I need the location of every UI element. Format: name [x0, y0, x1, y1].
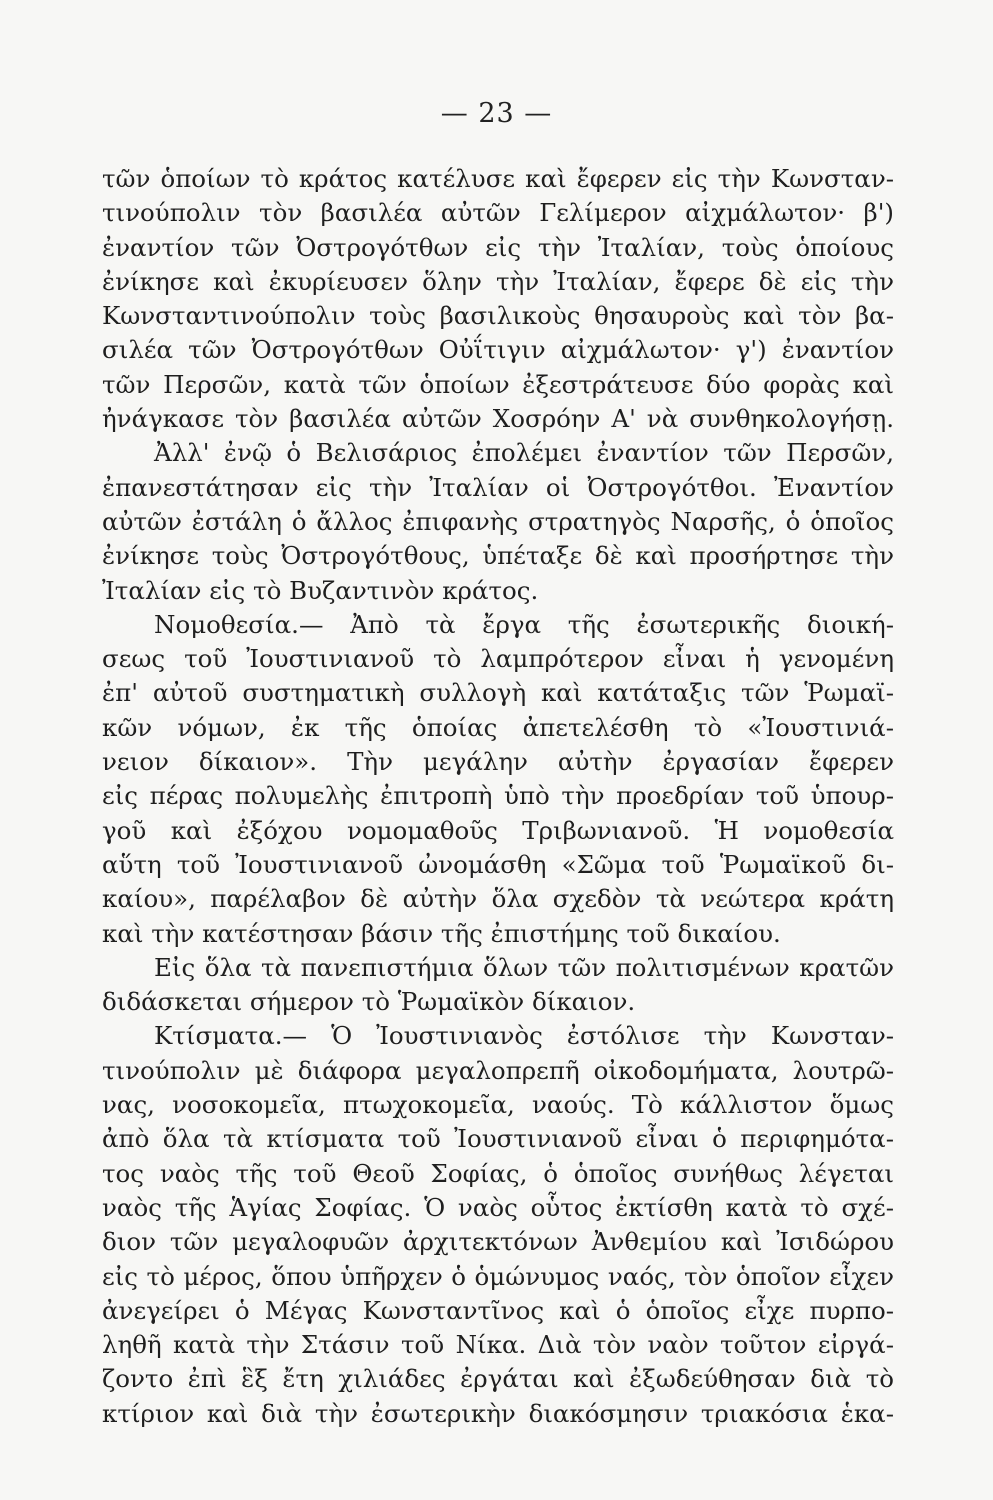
- section-heading-line: Κτίσματα.— Ὁ Ἰουστινιανὸς ἐστόλισε τὴν Κωνσταν-: [154, 1021, 894, 1051]
- text-line: τινούπολιν τὸν βασιλέα αὐτῶν Γελίμερον αἰχμάλωτον· β'): [102, 198, 894, 228]
- page-number: — 23 —: [440, 98, 553, 129]
- text-line: τινούπολιν μὲ διάφορα μεγαλοπρεπῆ οἰκοδομήματα, λουτρῶ-: [102, 1055, 894, 1085]
- text-line: εἰς τὸ μέρος, ὅπου ὑπῆρχεν ὁ ὁμώνυμος ναός, τὸν ὁποῖον εἶχεν: [102, 1261, 894, 1291]
- text-line: διον τῶν μεγαλοφυῶν ἀρχιτεκτόνων Ἀνθεμίου καὶ Ἰσιδώρου: [102, 1227, 894, 1257]
- text-line: ἐπανεστάτησαν εἰς τὴν Ἰταλίαν οἱ Ὀστρογότθοι. Ἐναντίον: [102, 472, 894, 502]
- text-line: τῶν Περσῶν, κατὰ τῶν ὁποίων ἐξεστράτευσε δύο φορὰς καὶ: [102, 369, 894, 399]
- text-line: ζοντο ἐπὶ ἓξ ἔτη χιλιάδες ἐργάται καὶ ἐξωδεύθησαν διὰ τὸ: [102, 1364, 894, 1394]
- text-line: εἰς πέρας πολυμελὴς ἐπιτροπὴ ὑπὸ τὴν προεδρίαν τοῦ ὑπουρ-: [102, 781, 894, 811]
- text-line: ἐνίκησε καὶ ἐκυρίευσεν ὅλην τὴν Ἰταλίαν, ἔφερε δὲ εἰς τὴν: [102, 266, 894, 296]
- text-line: κτίριον καὶ διὰ τὴν ἐσωτερικὴν διακόσμησιν τριακόσια ἑκα-: [102, 1398, 894, 1428]
- text-line: τος ναὸς τῆς τοῦ Θεοῦ Σοφίας, ὁ ὁποῖος συνήθως λέγεται: [102, 1158, 894, 1188]
- text-line: σιλέα τῶν Ὀστρογότθων Οὐΐτιγιν αἰχμάλωτον· γ') ἐναντίον: [102, 335, 894, 365]
- text-line: ἐπ' αὐτοῦ συστηματικὴ συλλογὴ καὶ κατάταξις τῶν Ῥωμαϊ-: [102, 678, 894, 708]
- text-line: τῶν ὁποίων τὸ κράτος κατέλυσε καὶ ἔφερεν εἰς τὴν Κωνσταν-: [102, 164, 894, 193]
- text-line: αὕτη τοῦ Ἰουστινιανοῦ ὠνομάσθη «Σῶμα τοῦ Ῥωμαϊκοῦ δι-: [102, 849, 894, 879]
- text-line: ἀπὸ ὅλα τὰ κτίσματα τοῦ Ἰουστινιανοῦ εἶναι ὁ περιφημότα-: [102, 1124, 894, 1154]
- text-line: σεως τοῦ Ἰουστινιανοῦ τὸ λαμπρότερον εἶναι ἡ γενομένη: [102, 644, 894, 674]
- text-line: Ἀλλ' ἐνῷ ὁ Βελισάριος ἐπολέμει ἐναντίον τῶν Περσῶν,: [154, 438, 894, 468]
- text-line: ἀνεγείρει ὁ Μέγας Κωνσταντῖνος καὶ ὁ ὁποῖος εἶχε πυρπο-: [102, 1295, 894, 1325]
- text-line: ναὸς τῆς Ἁγίας Σοφίας. Ὁ ναὸς οὗτος ἐκτίσθη κατὰ τὸ σχέ-: [102, 1192, 894, 1222]
- text-line: ἐνίκησε τοὺς Ὀστρογότθους, ὑπέταξε δὲ καὶ προσήρτησε τὴν: [102, 541, 894, 571]
- text-line: ληθῆ κατὰ τὴν Στάσιν τοῦ Νίκα. Διὰ τὸν ναὸν τοῦτον εἰργά-: [102, 1330, 894, 1360]
- text-line: διδάσκεται σήμερον τὸ Ῥωμαϊκὸν δίκαιον.: [102, 987, 636, 1017]
- text-line: γοῦ καὶ ἐξόχου νομομαθοῦς Τριβωνιανοῦ. Ἡ νομοθεσία: [102, 815, 894, 845]
- text-line: νας, νοσοκομεῖα, πτωχοκομεῖα, ναούς. Τὸ κάλλιστον ὅμως: [102, 1090, 894, 1120]
- text-line: νειον δίκαιον». Τὴν μεγάλην αὐτὴν ἐργασίαν ἔφερεν: [102, 747, 894, 777]
- text-line: Κωνσταντινούπολιν τοὺς βασιλικοὺς θησαυροὺς καὶ τὸν βα-: [102, 301, 894, 331]
- section-heading-line: Νομοθεσία.— Ἀπὸ τὰ ἔργα τῆς ἐσωτερικῆς διοική-: [154, 609, 894, 639]
- text-line: Ἰταλίαν εἰς τὸ Βυζαντινὸν κράτος.: [102, 575, 539, 605]
- text-line: αὐτῶν ἐστάλη ὁ ἄλλος ἐπιφανὴς στρατηγὸς Ναρσῆς, ὁ ὁποῖος: [102, 506, 894, 536]
- text-line: καὶ τὴν κατέστησαν βάσιν τῆς ἐπιστήμης τοῦ δικαίου.: [102, 918, 781, 948]
- body-text: [102, 162, 894, 1431]
- text-line: ἐναντίον τῶν Ὀστρογότθων εἰς τὴν Ἰταλίαν, τοὺς ὁποίους: [102, 232, 894, 262]
- text-line: κῶν νόμων, ἐκ τῆς ὁποίας ἀπετελέσθη τὸ «Ἰουστινιά-: [102, 712, 894, 742]
- text-line: Εἰς ὅλα τὰ πανεπιστήμια ὅλων τῶν πολιτισμένων κρατῶν: [154, 952, 894, 982]
- text-line: ἠνάγκασε τὸν βασιλέα αὐτῶν Χοσρόην Α' νὰ συνθηκολογήσῃ.: [102, 404, 894, 434]
- text-line: καίου», παρέλαβον δὲ αὐτὴν ὅλα σχεδὸν τὰ νεώτερα κράτη: [102, 884, 894, 914]
